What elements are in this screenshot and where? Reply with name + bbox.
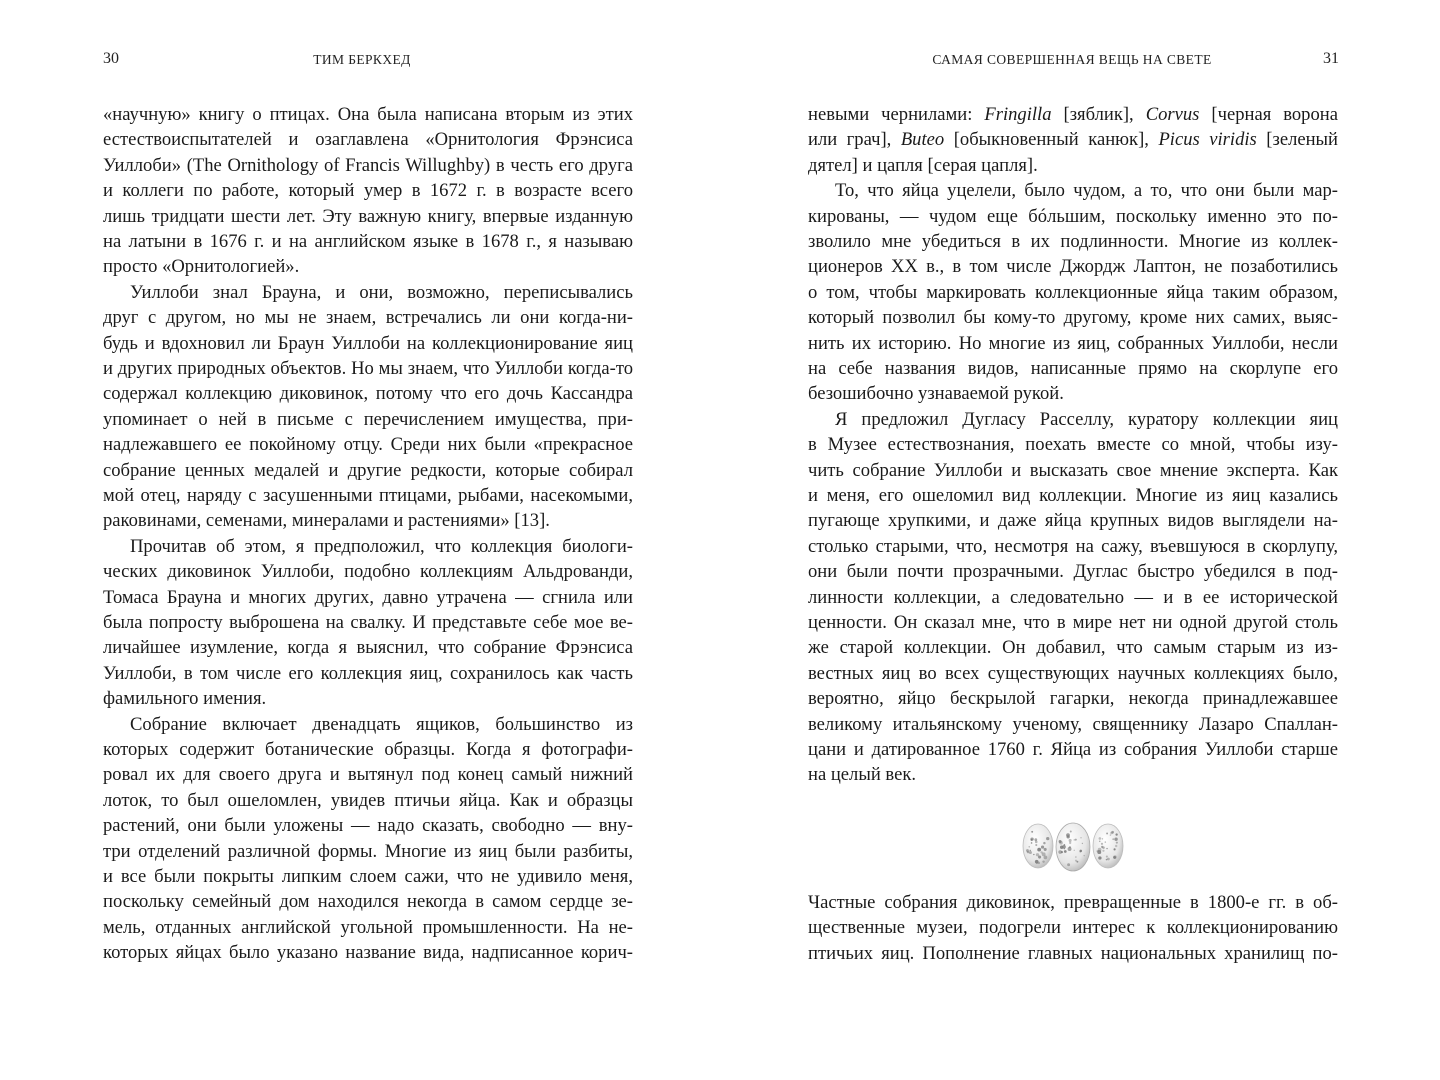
text-line: щественные музеи, подогрели интерес к коллекционированию: [808, 917, 1338, 939]
text-line: Уиллоби» (The Ornithology of Francis Willughby) в честь его друга: [103, 154, 633, 176]
text-line: друг с другом, но мы не знаем, встречались ли они когда-ни-: [103, 307, 633, 329]
text-line: фамильного имения.: [103, 688, 267, 710]
text-line: просто «Орнитологией».: [103, 256, 300, 278]
text-line: цани и датированное 1760 г. Яйца из собрания Уиллоби старше: [808, 739, 1338, 760]
text-span: [зеленый: [1256, 129, 1339, 151]
text-line: столько старыми, что, несмотря на сажу, въевшуюся в скорлупу,: [808, 535, 1338, 557]
text-line: на себе названия видов, написанные прямо на скорлупе его: [808, 358, 1338, 379]
latin-species-name: Buteo: [900, 129, 945, 151]
text-line: мой отец, наряду с засушенными птицами, рыбами, насекомыми,: [103, 485, 633, 506]
text-line: Уиллоби знал Брауна, и они, возможно, переписывались: [130, 281, 633, 303]
text-line: зволило мне убедиться в их подлинности. Многие из коллек-: [808, 231, 1338, 252]
text-line: кированы, — чудом еще бóльшим, поскольку именно это по-: [808, 205, 1338, 227]
text-line: Прочитав об этом, я предположил, что коллекция биологи-: [130, 535, 633, 557]
page-number: 30: [103, 50, 119, 67]
text-line: Собрание включает двенадцать ящиков, большинство из: [130, 713, 633, 735]
latin-species-name: Picus viridis: [1158, 129, 1257, 151]
text-line: на латыни в 1676 г. и на английском языке в 1678 г., я называю: [103, 231, 633, 252]
text-line: собрание ценных медалей и другие редкости, которые собирал: [103, 459, 633, 481]
text-span: невыми чернилами:: [808, 104, 985, 125]
text-line: безошибочно узнаваемой рукой.: [808, 383, 1064, 405]
text-line: же старой коллекции. Он добавил, что самым старым из из-: [808, 637, 1338, 659]
text-line: о том, чтобы маркировать коллекционные яйца таким образом,: [808, 281, 1338, 303]
text-line: мель, отданных английской угольной промышленности. На не-: [103, 916, 633, 938]
text-line: была попросту выброшена на свалку. И представьте себе мое ве-: [103, 612, 633, 633]
text-line: и коллеги по работе, который умер в 1672 г. в возрасте всего: [103, 180, 633, 202]
text-line: линности коллекции, а следовательно — и в ее исторической: [808, 586, 1338, 608]
text-line: ровал их для своего друга и вытянул под конец самый нижний: [103, 764, 633, 786]
text-line: вестных яиц во всех существующих научных коллекциях было,: [808, 662, 1338, 684]
text-line: будь и вдохновил ли Браун Уиллоби на коллекционирование яиц: [103, 332, 633, 354]
text-line: птичьих яиц. Пополнение главных национальных хранилищ по-: [808, 942, 1338, 964]
text-line: личайшее изумление, когда я выяснил, что собрание Фрэнсиса: [103, 637, 633, 659]
text-line: содержал коллекцию диковинок, потому что его дочь Кассандра: [103, 383, 633, 405]
text-line: Я предложил Дугласу Расселлу, куратору коллекции яиц: [835, 408, 1338, 430]
text-line: Уиллоби, в том числе его коллекция яиц, сохранилось как часть: [103, 662, 633, 684]
text-line: раковинами, семенами, минералами и растениями» [13].: [103, 510, 550, 532]
eggs-ornament-icon: [1020, 820, 1130, 874]
text-line: чить собрание Уиллоби и высказать свое мнение эксперта. Как: [808, 459, 1338, 481]
text-line: поскольку семейный дом находился некогда в самом сердце зе-: [103, 891, 633, 913]
text-line: То, что яйца уцелели, было чудом, а то, что они были мар-: [835, 180, 1338, 202]
text-line: ческих диковинок Уиллоби, подобно коллекциям Альдрованди,: [103, 561, 633, 583]
text-line: и все были покрыты липким слоем сажи, что не удивило меня,: [103, 866, 633, 887]
text-line: и меня, его ошеломил вид коллекции. Многие из яиц казались: [808, 485, 1338, 506]
text-line: они были почти прозрачными. Дуглас быстро убедился в под-: [808, 561, 1338, 583]
text-line: дятел] и цапля [серая цапля].: [808, 154, 1038, 176]
text-line: ценности. Он сказал мне, что в мире нет ни одной другой столь: [808, 612, 1338, 633]
text-span: [обыкновенный канюк],: [944, 129, 1159, 151]
text-line: пугающе хрупкими, и даже яйца крупных видов выглядели на-: [808, 510, 1338, 532]
text-line: три отделений различной формы. Многие из яиц были разбиты,: [103, 840, 633, 862]
text-line: на целый век.: [808, 764, 917, 786]
text-line: Частные собрания диковинок, превращенные в 1800-е гг. в об-: [808, 892, 1338, 913]
text-line: вероятно, яйцо бескрылой гагарки, некогда принадлежавшее: [808, 688, 1338, 710]
text-line: «научную» книгу о птицах. Она была написана вторым из этих: [103, 104, 633, 125]
text-line: упоминает о ней в письме с перечислением имущества, при-: [103, 408, 633, 430]
running-head-chapter: САМАЯ СОВЕРШЕННАЯ ВЕЩЬ НА СВЕТЕ: [932, 52, 1212, 67]
text-line: растений, они были уложены — надо сказать, свободно — вну-: [103, 815, 633, 837]
text-span: [зяблик],: [1051, 104, 1146, 125]
text-line: лоток, то был ошеломлен, увидев птичьи яйца. Как и образцы: [103, 789, 633, 811]
latin-species-name: Corvus: [1145, 104, 1200, 125]
text-line: и других природных объектов. Но мы знаем, что Уиллоби когда-то: [103, 358, 633, 379]
text-line: великому итальянскому ученому, священнику Лазаро Спаллан-: [808, 713, 1338, 735]
text-line: [808, 127, 1338, 152]
text-line: которых содержит ботанические образцы. Когда я фотографи-: [103, 739, 633, 760]
text-line: которых яйцах было указано название вида, надписанное корич-: [103, 942, 633, 964]
right-page: [720, 0, 1440, 1080]
text-line: лишь тридцати шести лет. Эту важную книгу, впервые изданную: [103, 205, 633, 227]
text-line: нить их историю. Но многие из яиц, собранных Уиллоби, несли: [808, 332, 1338, 354]
text-line: который позволил бы кому-то другому, кроме них самих, выяс-: [808, 307, 1338, 329]
latin-species-name: Fringilla: [984, 104, 1052, 125]
text-span: [черная ворона: [1199, 104, 1338, 125]
text-line: надлежавшего ее покойному отцу. Среди них были «прекрасное: [103, 434, 633, 456]
text-line: ционеров XX в., в том числе Джордж Лаптон, не позаботились: [808, 256, 1338, 278]
text-line: в Музее естествознания, поехать вместе со мной, чтобы изу-: [808, 434, 1338, 456]
page-number: 31: [1323, 50, 1339, 67]
text-line: [808, 102, 1338, 127]
running-head-author: ТИМ БЕРКХЕД: [313, 52, 411, 67]
egg-icon: [1093, 824, 1123, 868]
text-line: Томаса Брауна и многих других, давно утрачена — сгнила или: [103, 586, 633, 608]
text-line: естествоиспытателей и озаглавлена «Орнитология Фрэнсиса: [103, 129, 633, 151]
text-span: или грач],: [808, 129, 901, 151]
